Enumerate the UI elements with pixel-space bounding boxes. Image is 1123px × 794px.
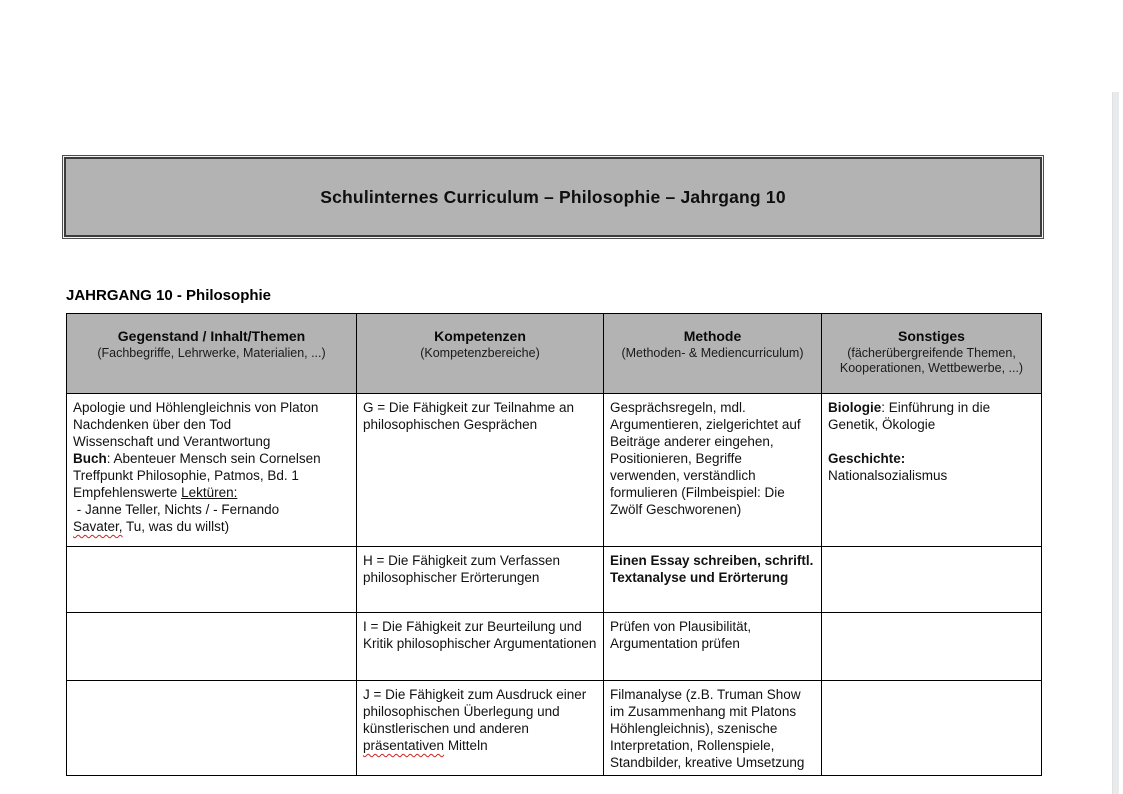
cell-row3-kompetenz: I = Die Fähigkeit zur Beurteilung und Kritik philosophischer Argumentationen (357, 613, 604, 681)
geschichte-text: Nationalsozialismus (828, 468, 948, 483)
lektueren-pre: Empfehlenswerte (73, 485, 182, 500)
header-subtitle: (Fachbegriffe, Lehrwerke, Materialien, ...) (97, 346, 326, 360)
praesentativen-misspelled: präsentativen (363, 738, 445, 753)
scrollbar-track[interactable] (1112, 92, 1119, 794)
savater-rest: Tu, was du willst) (122, 519, 230, 534)
cell-row2-methode: Einen Essay schreiben, schriftl. Textanalyse und Erörterung (604, 547, 822, 613)
text-line (828, 399, 1035, 433)
text-line: Nachdenken über den Tod (73, 417, 232, 432)
header-title: Methode (683, 328, 742, 344)
section-heading: JAHRGANG 10 - Philosophie (66, 287, 272, 304)
cell-row1-kompetenz: G = Die Fähigkeit zur Teilnahme an philosophischen Gesprächen (357, 394, 604, 547)
cell-row4-inhalt-empty (67, 681, 357, 776)
document-title: Schulinternes Curriculum – Philosophie – Jahrgang 10 (320, 186, 786, 207)
kompetenz-post: Mitteln (444, 738, 488, 753)
header-methode (604, 314, 822, 394)
cell-row3-inhalt-empty (67, 613, 357, 681)
text-line: Treffpunkt Philosophie, Patmos, Bd. 1 (73, 468, 299, 483)
table-header-row (67, 314, 1042, 394)
table-row-3 (67, 613, 1042, 681)
cell-row4-methode: Filmanalyse (z.B. Truman Show im Zusammenhang mit Platons Höhlengleichnis), szenische Interpretation, Rollenspiele, Standbilder, kreative Umsetzung (604, 681, 822, 776)
blank-line (828, 433, 1035, 450)
cell-row2-kompetenz: H = Die Fähigkeit zum Verfassen philosophischer Erörterungen (357, 547, 604, 613)
cell-row1-inhalt (67, 394, 357, 547)
savater-misspelled: Savater, (73, 519, 123, 534)
cell-row2-sonstiges-empty (822, 547, 1042, 613)
cell-row3-sonstiges-empty (822, 613, 1042, 681)
header-sonstiges (822, 314, 1042, 394)
cell-row3-methode: Prüfen von Plausibilität, Argumentation prüfen (604, 613, 822, 681)
header-title: Sonstiges (898, 328, 965, 344)
text-line: - Janne Teller, Nichts / - Fernando (73, 502, 280, 517)
header-subtitle: (fächerübergreifende Themen, Kooperationen, Wettbewerbe, ...) (839, 346, 1024, 375)
biologie-label: Biologie (828, 400, 882, 415)
buch-rest: : Abenteuer Mensch sein Cornelsen (106, 451, 321, 466)
lektueren-underlined: Lektüren: (181, 485, 238, 500)
kompetenz-pre: J = Die Fähigkeit zum Ausdruck einer philosophischen Überlegung und künstlerischen und anderen (363, 687, 587, 736)
text-line: Wissenschaft und Verantwortung (73, 434, 271, 449)
curriculum-table (66, 313, 1042, 776)
header-title: Gegenstand / Inhalt/Themen (117, 328, 306, 344)
header-subtitle: (Methoden- & Mediencurriculum) (621, 346, 804, 360)
cell-row1-methode: Gesprächsregeln, mdl. Argumentieren, zielgerichtet auf Beiträge anderer eingehen, Positionieren, Begriffe verwenden, verständlich formulieren (Filmbeispiel: Die Zwölf Geschworenen) (604, 394, 822, 547)
geschichte-label: Geschichte: (828, 451, 906, 466)
text-line (73, 484, 350, 501)
cell-row2-inhalt-empty (67, 547, 357, 613)
header-gegenstand (67, 314, 357, 394)
table-row-1 (67, 394, 1042, 547)
text-line (73, 450, 350, 467)
table-row-4 (67, 681, 1042, 776)
header-kompetenzen (357, 314, 604, 394)
buch-label: Buch (73, 451, 107, 466)
title-banner (62, 155, 1044, 239)
text-line: Apologie und Höhlengleichnis von Platon (73, 400, 319, 415)
header-subtitle: (Kompetenzbereiche) (420, 346, 540, 360)
text-line (73, 518, 350, 535)
cell-row4-sonstiges-empty (822, 681, 1042, 776)
biologie-rest: : Einführung in die Genetik, Ökologie (828, 400, 994, 432)
cell-row4-kompetenz (357, 681, 604, 776)
cell-row1-sonstiges (822, 394, 1042, 547)
header-title: Kompetenzen (434, 328, 526, 344)
table-row-2 (67, 547, 1042, 613)
title-banner-inner (64, 157, 1042, 237)
